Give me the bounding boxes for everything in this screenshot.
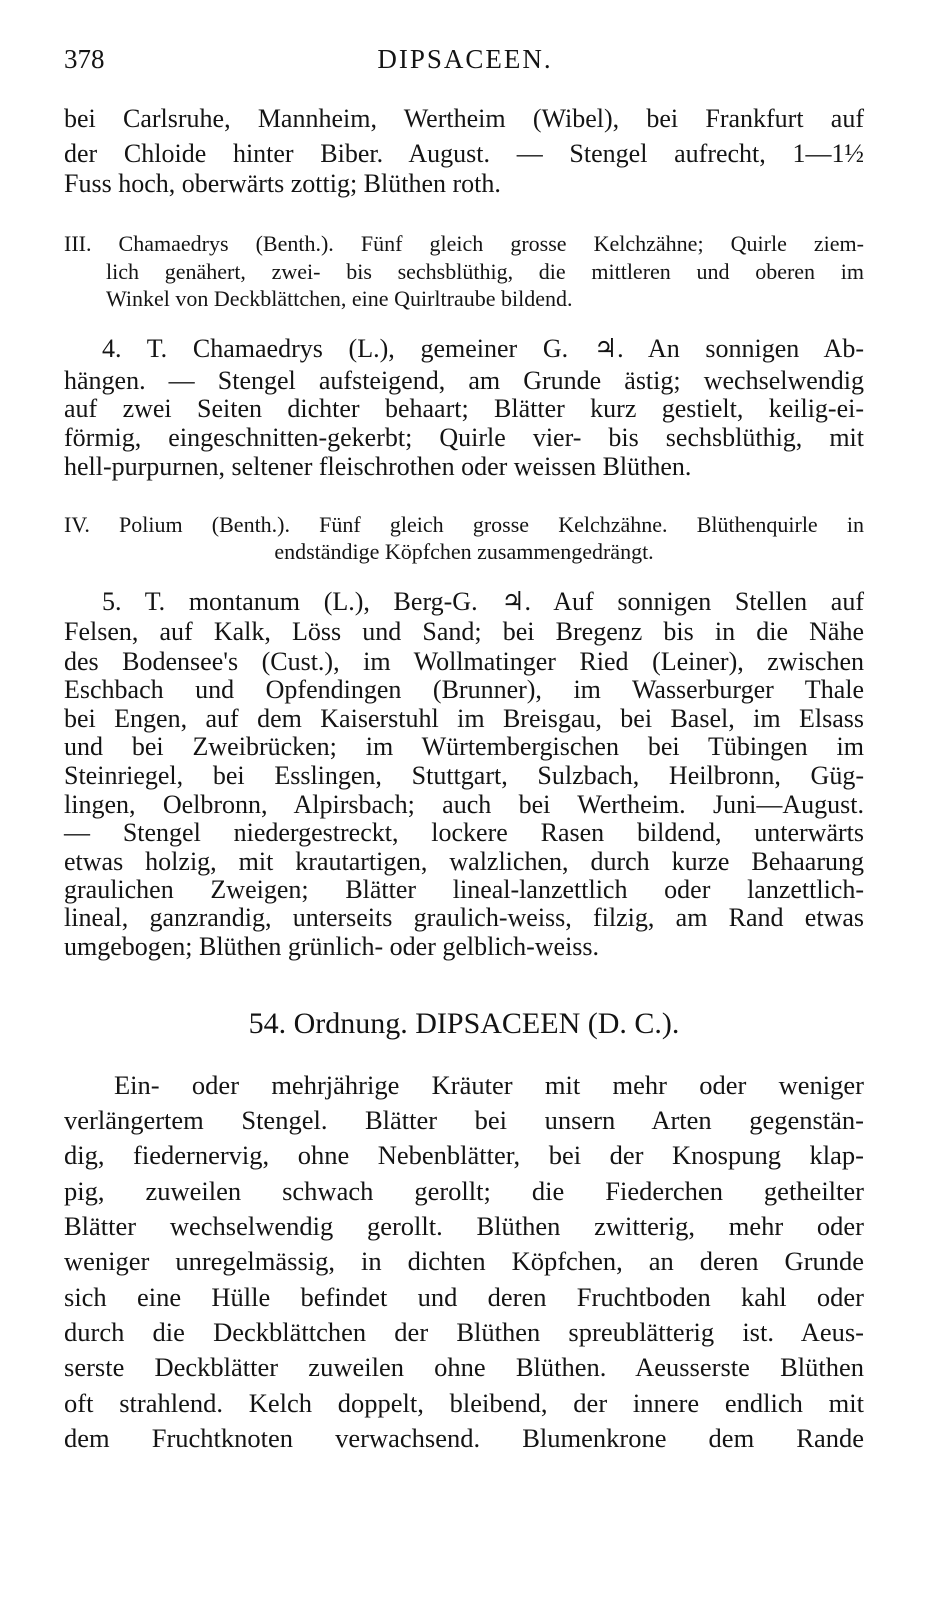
text-line: lineal, ganzrandig, unterseits graulich-weiss, filzig, am Rand etwas xyxy=(64,903,864,932)
text-line: Steinriegel, bei Esslingen, Stuttgart, Sulzbach, Heilbronn, Güg- xyxy=(64,761,864,790)
text-line: förmig, eingeschnitten-gekerbt; Quirle vier- bis sechsblüthig, mit xyxy=(64,423,864,452)
text-line: bei Engen, auf dem Kaiserstuhl im Breisgau, bei Basel, im Elsass xyxy=(64,704,864,733)
text-line: weniger unregelmässig, in dichten Köpfchen, an deren Grunde xyxy=(64,1246,864,1276)
running-header xyxy=(64,44,866,80)
page-number: 378 xyxy=(64,44,105,74)
text-line: sich eine Hülle befindet und deren Fruchtboden kahl oder xyxy=(64,1282,864,1312)
text-line: und bei Zweibrücken; im Würtembergischen bei Tübingen im xyxy=(64,732,864,761)
order-heading: 54. Ordnung. DIPSACEEN (D. C.). xyxy=(248,1007,680,1040)
text-line: etwas holzig, mit krautartigen, walzlichen, durch kurze Behaarung xyxy=(64,847,864,876)
text-line: durch die Deckblättchen der Blüthen spreublätterig ist. Aeus- xyxy=(64,1317,864,1347)
text-line: lingen, Oelbronn, Alpirsbach; auch bei Wertheim. Juni—August. xyxy=(64,790,864,819)
text-line: Eschbach und Opfendingen (Brunner), im Wasserburger Thale xyxy=(64,675,864,704)
text-line: der Chloide hinter Biber. August. — Stengel aufrecht, 1—1½ xyxy=(64,139,864,168)
text-line: hängen. — Stengel aufsteigend, am Grunde ästig; wechselwendig xyxy=(64,366,864,395)
text-line: Fuss hoch, oberwärts zottig; Blüthen roth. xyxy=(64,169,501,198)
text-line: Felsen, auf Kalk, Löss und Sand; bei Bregenz bis in die Nähe xyxy=(64,617,864,646)
text-line: III. Chamaedrys (Benth.). Fünf gleich grosse Kelchzähne; Quirle ziem- xyxy=(64,231,864,256)
text-line: dem Fruchtknoten verwachsend. Blumenkrone dem Rande xyxy=(64,1423,864,1453)
text-line: Ein- oder mehrjährige Kräuter mit mehr oder weniger xyxy=(114,1070,864,1100)
text-line: IV. Polium (Benth.). Fünf gleich grosse Kelchzähne. Blüthenquirle in xyxy=(64,512,864,537)
text-line: dig, fiedernervig, ohne Nebenblätter, bei der Knospung klap- xyxy=(64,1140,864,1170)
text-line: umgebogen; Blüthen grünlich- oder gelblich-weiss. xyxy=(64,932,600,961)
text-line: des Bodensee's (Cust.), im Wollmatinger Ried (Leiner), zwischen xyxy=(64,647,864,676)
text-line: — Stengel niedergestreckt, lockere Rasen bildend, unterwärts xyxy=(64,818,864,847)
text-line: 4. T. Chamaedrys (L.), gemeiner G. ♃. An sonnigen Ab- xyxy=(102,334,864,363)
text-line: Winkel von Deckblättchen, eine Quirltraube bildend. xyxy=(106,286,573,311)
text-line: bei Carlsruhe, Mannheim, Wertheim (Wibel), bei Frankfurt auf xyxy=(64,104,864,133)
text-line: oft strahlend. Kelch doppelt, bleibend, der innere endlich mit xyxy=(64,1388,864,1418)
running-title: DIPSACEEN. xyxy=(377,44,553,74)
text-line: pig, zuweilen schwach gerollt; die Fiederchen getheilter xyxy=(64,1176,864,1206)
text-line: lich genähert, zwei- bis sechsblüthig, die mittleren und oberen im xyxy=(106,259,864,284)
text-line: 5. T. montanum (L.), Berg-G. ♃. Auf sonnigen Stellen auf xyxy=(102,587,864,616)
text-line: endständige Köpfchen zusammengedrängt. xyxy=(274,539,654,564)
text-line: verlängertem Stengel. Blätter bei unsern Arten gegenstän- xyxy=(64,1105,864,1135)
text-line: graulichen Zweigen; Blätter lineal-lanzettlich oder lanzettlich- xyxy=(64,875,864,904)
text-line: Blätter wechselwendig gerollt. Blüthen zwitterig, mehr oder xyxy=(64,1211,864,1241)
text-line: serste Deckblätter zuweilen ohne Blüthen. Aeusserste Blüthen xyxy=(64,1352,864,1382)
text-line: hell-purpurnen, seltener fleischrothen oder weissen Blüthen. xyxy=(64,452,692,481)
text-line: auf zwei Seiten dichter behaart; Blätter kurz gestielt, keilig-ei- xyxy=(64,394,864,423)
